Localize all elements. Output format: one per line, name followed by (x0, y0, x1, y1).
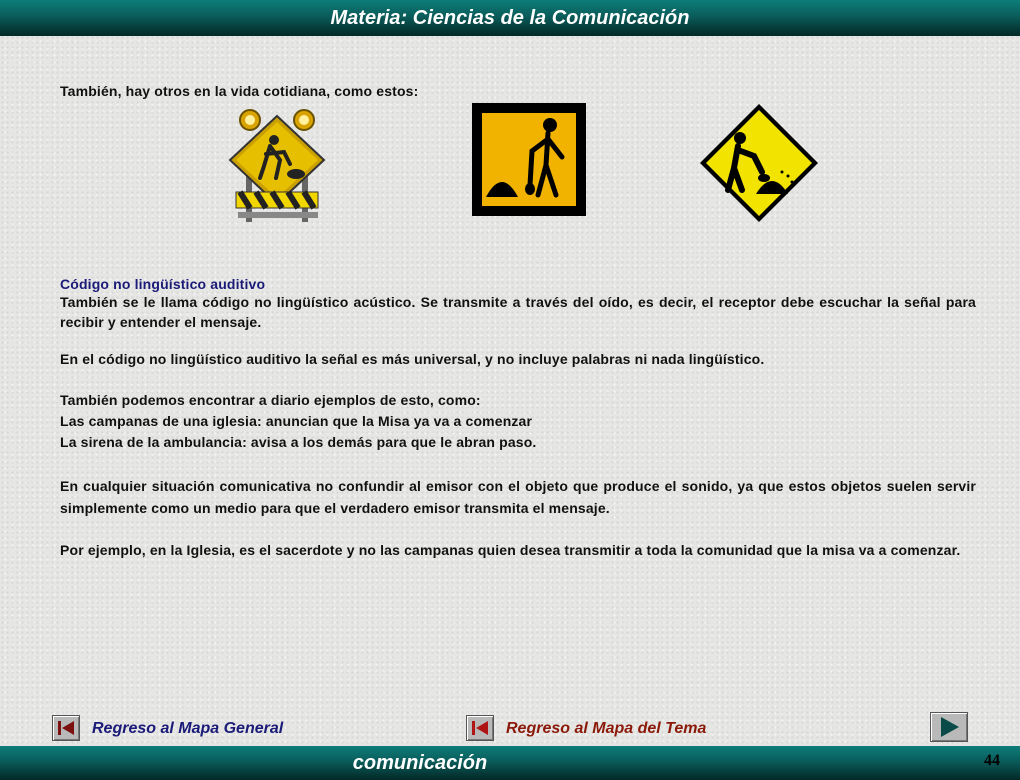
back-arrow-icon (53, 716, 79, 740)
intro-text: También, hay otros en la vida cotidiana, como estos: (60, 83, 419, 99)
general-map-button[interactable] (52, 715, 80, 741)
general-map-link[interactable]: Regreso al Mapa General (92, 720, 284, 737)
forward-arrow-icon (931, 713, 967, 741)
paragraph-examples-intro: También podemos encontrar a diario ejemplos de esto, como: (60, 392, 481, 408)
topic-map-link[interactable]: Regreso al Mapa del Tema (506, 720, 707, 737)
example-ambulance-siren: La sirena de la ambulancia: avisa a los demás para que le abran paso. (60, 434, 537, 450)
footer-label: comunicación (352, 752, 488, 774)
back-arrow-icon (467, 716, 493, 740)
next-page-button[interactable] (930, 712, 968, 742)
footer-bar (0, 746, 1020, 780)
example-church-bells: Las campanas de una iglesia: anuncian que la Misa ya va a comenzar (60, 413, 533, 429)
paragraph-universal: En el código no lingüístico auditivo la señal es más universal, y no incluye palabras ni nada lingüístico. (60, 351, 765, 367)
page-title: Materia: Ciencias de la Comunicación (330, 7, 690, 29)
topic-map-button[interactable] (466, 715, 494, 741)
digging-diamond-sign-image (698, 102, 820, 224)
section-title: Código no lingüístico auditivo (60, 276, 266, 292)
paragraph-church-example: Por ejemplo, en la Iglesia, es el sacerdote y no las campanas quien desea transmitir a toda la comunidad que la misa va a comenzar. (60, 542, 961, 558)
barricade-sign-image (226, 108, 328, 224)
header-bar (0, 0, 1020, 36)
worker-square-sign-image (472, 103, 586, 216)
paragraph-emitter: En cualquier situación comunicativa no confundir al emisor con el objeto que produce el sonido, ya que estos objetos suelen servir simplemente como un medio para que el verdadero emisor transmita el mensaje. (60, 478, 976, 516)
paragraph-acoustic: También se le llama código no lingüístico acústico. Se transmite a través del oído, es decir, el receptor debe escuchar la señal para recibir y entender el mensaje. (60, 294, 976, 330)
page-number: 44 (984, 752, 1000, 769)
